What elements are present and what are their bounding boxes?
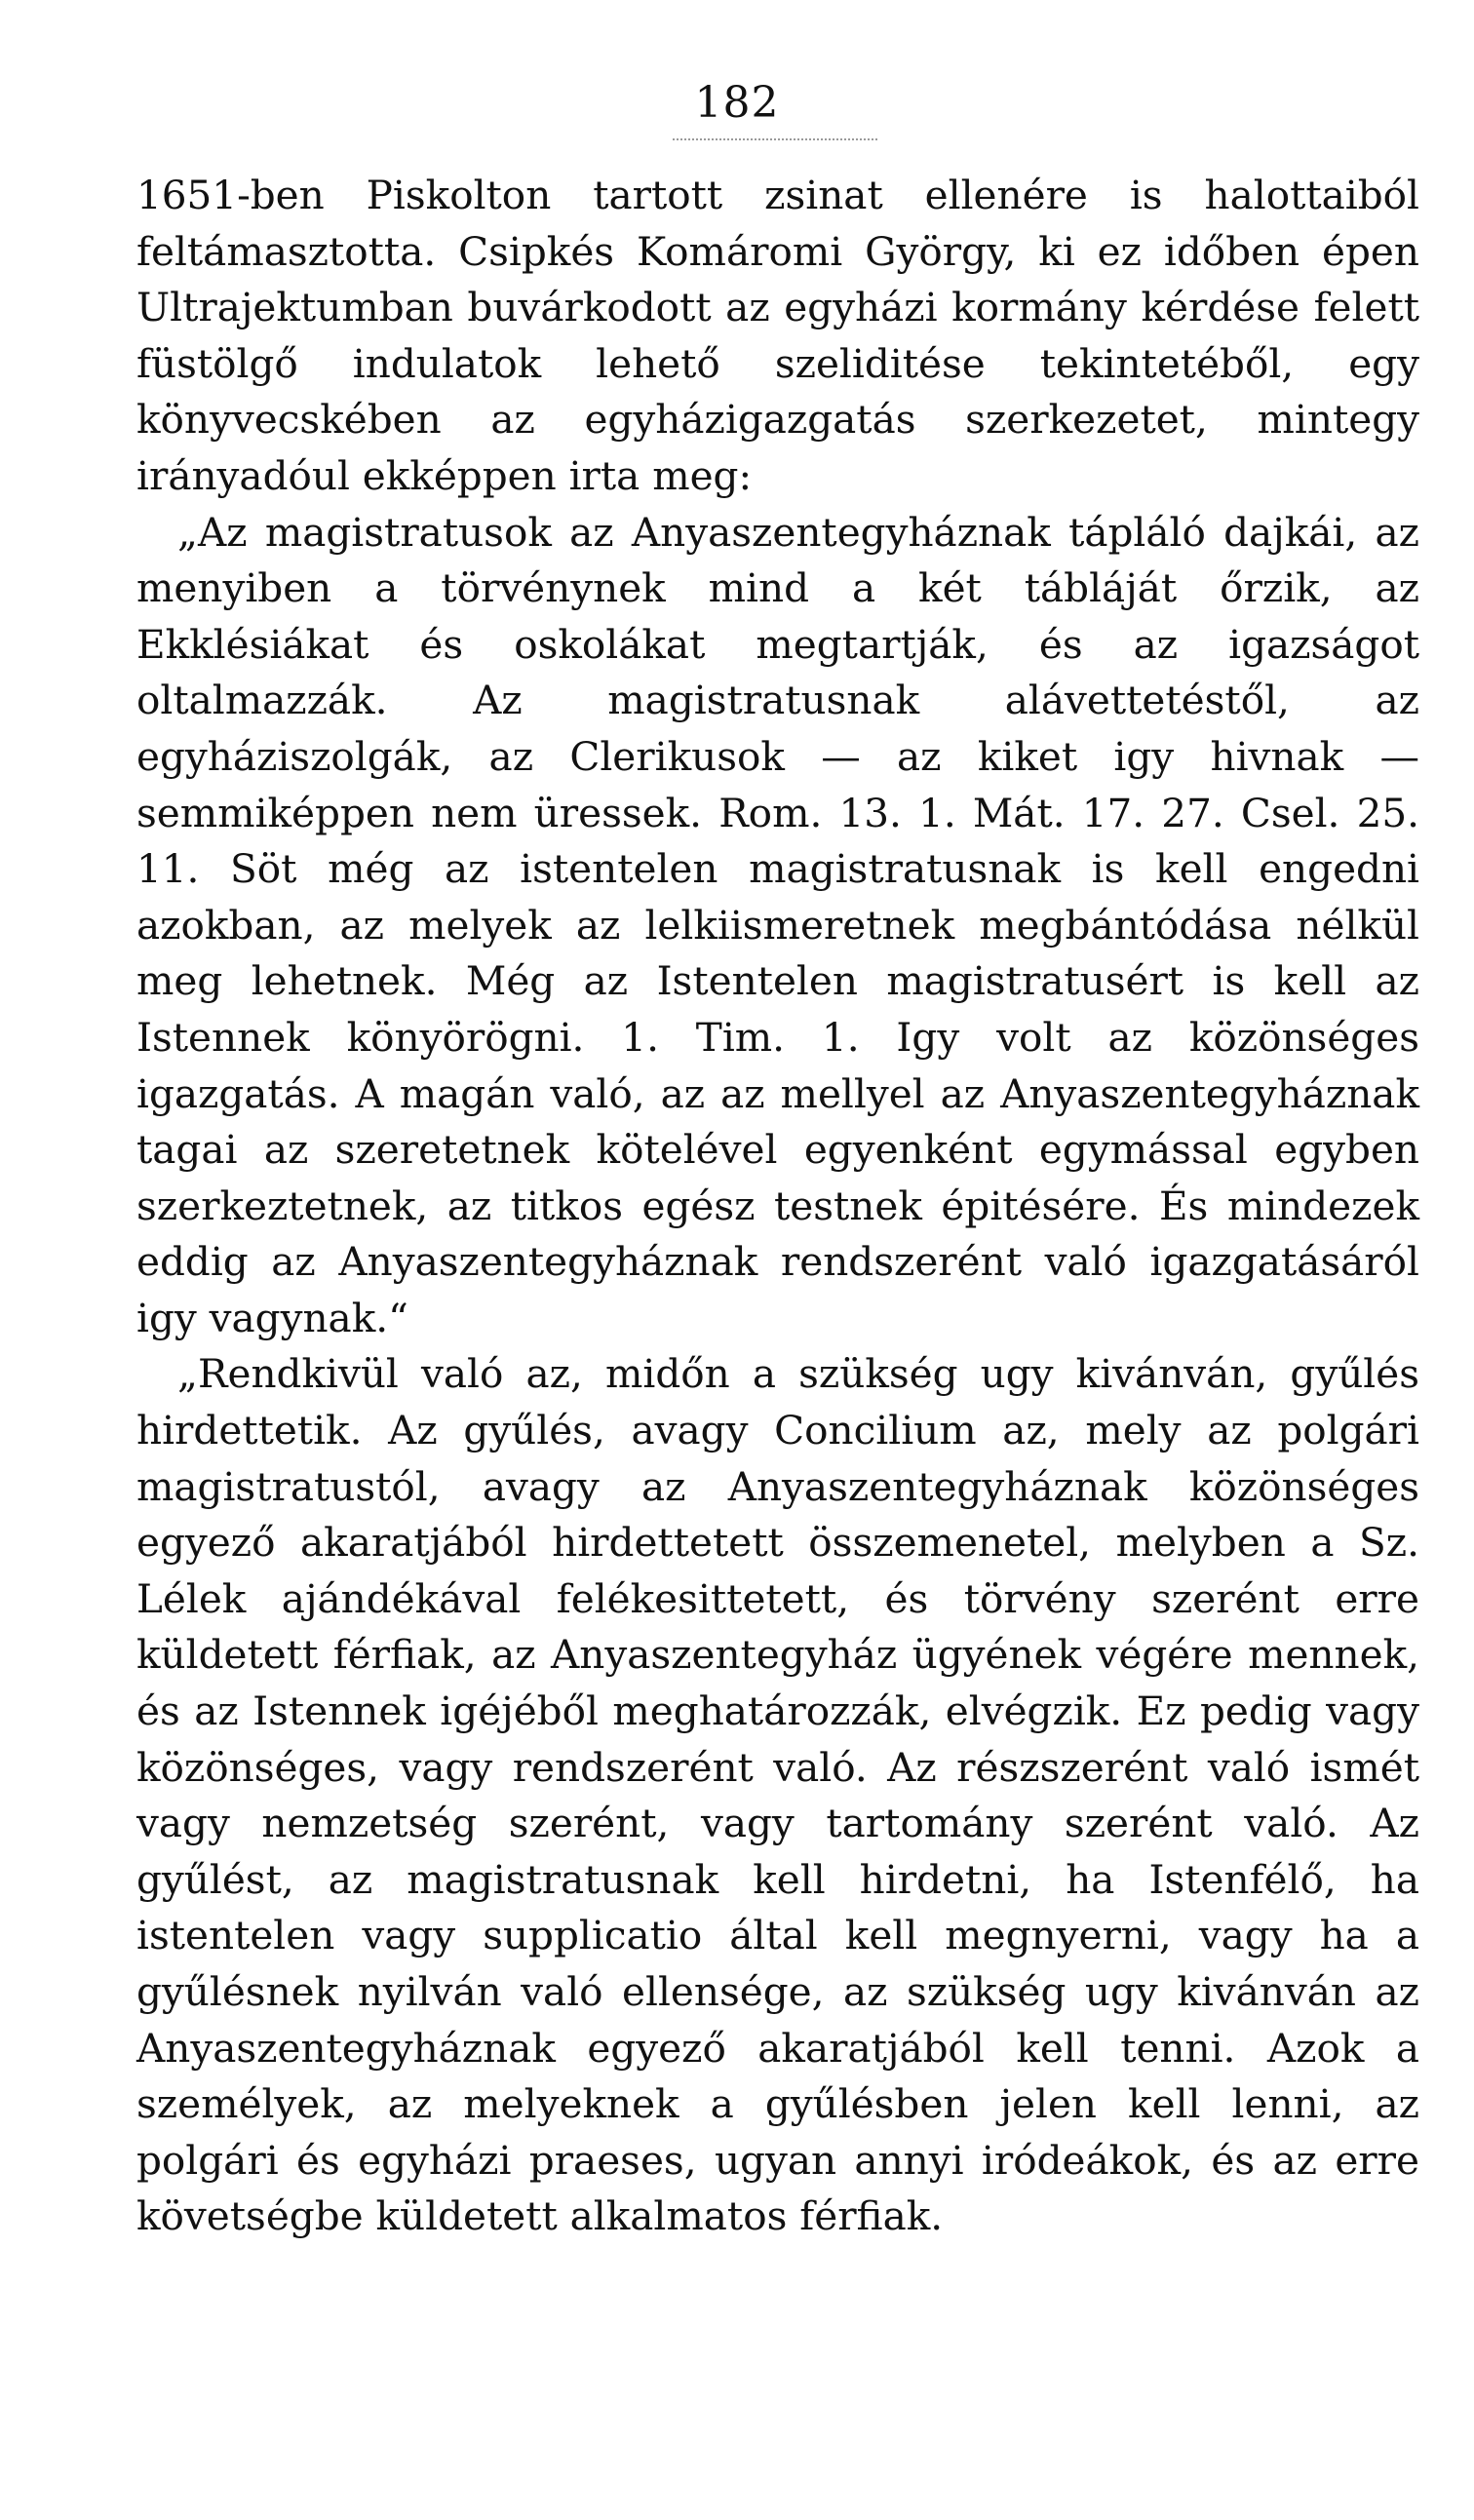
body-text bbox=[136, 168, 1419, 2245]
page-number-rule bbox=[673, 138, 877, 140]
paragraph-3: „Rendkivül való az, midőn a szükség ugy kivánván, gyűlés hirdettetik. Az gyűlés, avagy Concilium az, mely az polgári magistratustól, avagy az Anyaszentegyháznak közönséges egyező akaratjából hirdettetett összemenetel, melyben a Sz. Lélek ajándékával felékesittetett, és törvény szerént erre küldetett férfiak, az Anyaszentegyház ügyének végére mennek, és az Istennek igéjéből meghatározzák, elvégzik. Ez pedig vagy közönséges, vagy rendszerént való. Az részszerént való ismét vagy nemzetség szerént, vagy tartomány szerént való. Az gyűlést, az magistratusnak kell hirdetni, ha Istenfélő, ha istentelen vagy supplicatio által kell megnyerni, vagy ha a gyűlésnek nyilván való ellensége, az szükség ugy kivánván az Anyaszentegyháznak egyező akaratjából kell tenni. Azok a személyek, az melyeknek a gyűlésben jelen kell lenni, az polgári és egyházi praeses, ugyan annyi iródeákok, és az erre követségbe küldetett alkalmatos férfiak. bbox=[136, 1350, 1419, 2240]
page-number: 182 bbox=[694, 78, 780, 128]
paragraph-2: „Az magistratusok az Anyaszentegyháznak tápláló dajkái, az menyiben a törvénynek mind a két tábláját őrzik, az Ekklésiákat és oskolákat megtartják, és az igazságot oltalmazzák. Az magistratusnak alávettetéstől, az egyháziszolgák, az Clerikusok — az kiket igy hivnak — semmiképpen nem üressek. Rom. 13. 1. Mát. 17. 27. Csel. 25. 11. Söt még az istentelen magistratusnak is kell engedni azokban, az melyek az lelkiismeretnek megbántódása nélkül meg lehetnek. Még az Istentelen magistratusért is kell az Istennek könyörögni. 1. Tim. 1. Igy volt az közönséges igazgatás. A magán való, az az mellyel az Anyaszentegyháznak tagai az szeretetnek kötelével egyenként egymással egyben szerkeztetnek, az titkos egész testnek épitésére. És mindezek eddig az Anyaszentegyháznak rendszerént való igazgatásáról igy vagynak.“ bbox=[136, 508, 1419, 1341]
paragraph-1: 1651-ben Piskolton tartott zsinat ellenére is halottaiból feltámasztotta. Csipkés Komáromi György, ki ez időben épen Ultrajektumban buvárkodott az egyházi kormány kérdése felett füstölgő indulatok lehető szeliditése tekintetéből, egy könyvecskében az egyházigazgatás szerkezetet, mintegy irányadóul ekképpen irta meg: bbox=[136, 172, 1419, 499]
